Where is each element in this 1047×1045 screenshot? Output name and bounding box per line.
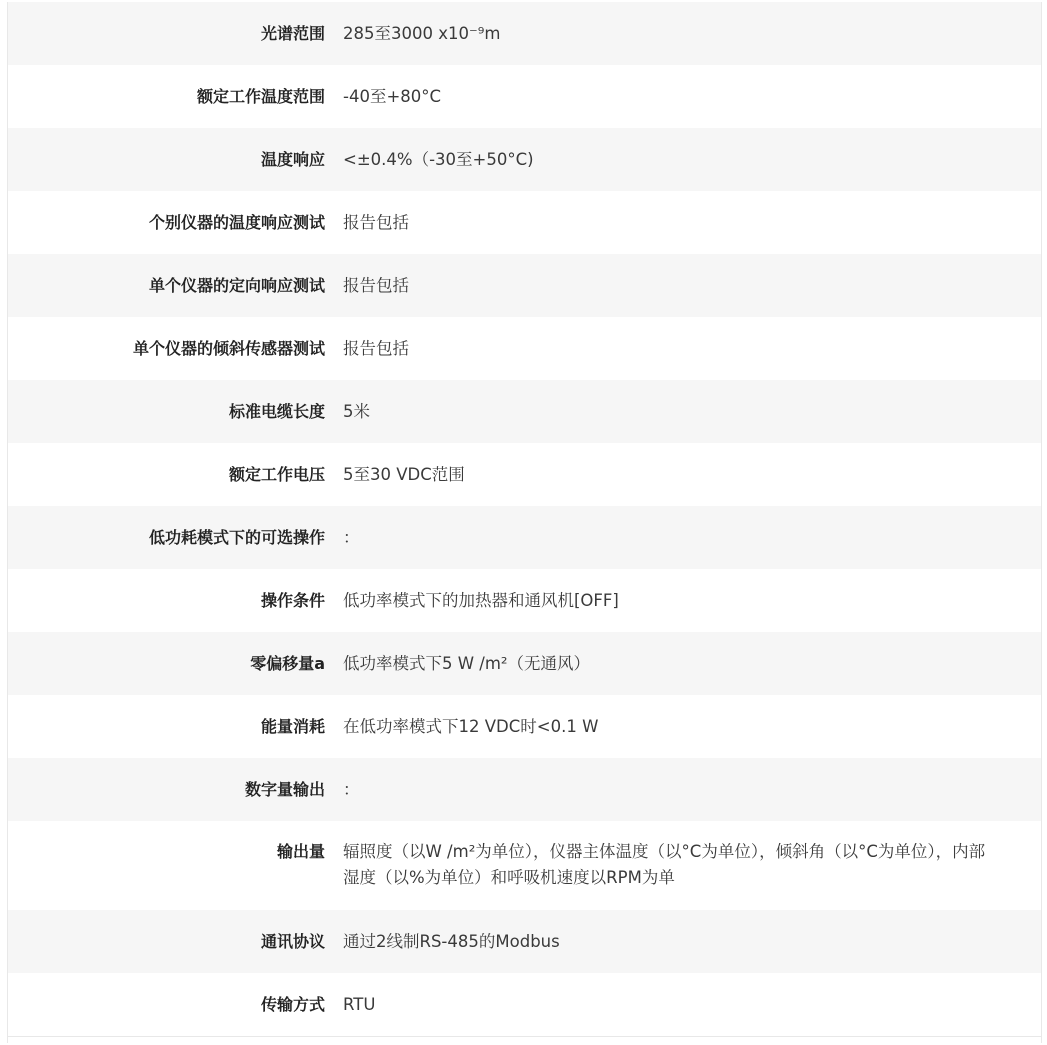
- row-value: 低功率模式下的加热器和通风机[OFF]: [343, 590, 619, 610]
- row-label: 传输方式: [260, 994, 325, 1014]
- table-row: [8, 569, 1041, 632]
- table-row: [8, 973, 1041, 1036]
- row-value: 在低功率模式下12 VDC时<0.1 W: [343, 716, 599, 736]
- spec-table: [7, 2, 1042, 1043]
- table-bottom-border: [8, 1036, 1041, 1043]
- row-value: 285至3000 x10⁻⁹m: [343, 23, 501, 43]
- row-value: ：: [343, 527, 360, 547]
- row-label: 通讯协议: [260, 931, 325, 951]
- table-row: [8, 758, 1041, 821]
- row-label: 数字量输出: [244, 779, 325, 799]
- row-label: 额定工作电压: [228, 464, 325, 484]
- row-value: 5至30 VDC范围: [343, 464, 465, 484]
- row-label: 能量消耗: [260, 716, 325, 736]
- table-row: [8, 317, 1041, 380]
- row-label: 低功耗模式下的可选操作: [148, 527, 325, 547]
- row-label: 单个仪器的倾斜传感器测试: [132, 338, 325, 358]
- row-label: 输出量: [276, 842, 325, 861]
- table-row: [8, 821, 1041, 910]
- row-label: 光谱范围: [260, 23, 325, 43]
- table-row: [8, 506, 1041, 569]
- row-value: -40至+80°C: [343, 86, 442, 106]
- row-value: 报告包括: [343, 275, 409, 295]
- row-value: 5米: [343, 401, 370, 421]
- table-row: [8, 2, 1041, 65]
- row-value: 低功率模式下5 W /m²（无通风）: [343, 653, 591, 673]
- row-label: 单个仪器的定向响应测试: [148, 275, 325, 295]
- table-row: [8, 443, 1041, 506]
- row-label: 标准电缆长度: [228, 401, 325, 421]
- row-label: 操作条件: [260, 590, 325, 610]
- row-label: 个别仪器的温度响应测试: [148, 212, 325, 232]
- row-label: 额定工作温度范围: [196, 86, 325, 106]
- row-value: RTU: [343, 994, 376, 1014]
- table-row: [8, 695, 1041, 758]
- table-row: [8, 128, 1041, 191]
- row-value: 报告包括: [343, 338, 409, 358]
- table-row: [8, 254, 1041, 317]
- table-row: [8, 910, 1041, 973]
- row-value: 辐照度（以W /m²为单位），仪器主体温度（以°C为单位），倾斜角（以°C为单位），内部湿度（以%为单位）和呼吸机速度以RPM为单: [343, 842, 986, 887]
- table-row: [8, 191, 1041, 254]
- row-label: 温度响应: [260, 149, 325, 169]
- row-value: 通过2线制RS-485的Modbus: [343, 931, 560, 951]
- table-row: [8, 380, 1041, 443]
- row-value: 报告包括: [343, 212, 409, 232]
- table-row: [8, 65, 1041, 128]
- row-value: ：: [343, 779, 360, 799]
- row-value: <±0.4%（-30至+50°C): [343, 149, 534, 169]
- row-label: 零偏移量a: [250, 653, 325, 673]
- table-row: [8, 632, 1041, 695]
